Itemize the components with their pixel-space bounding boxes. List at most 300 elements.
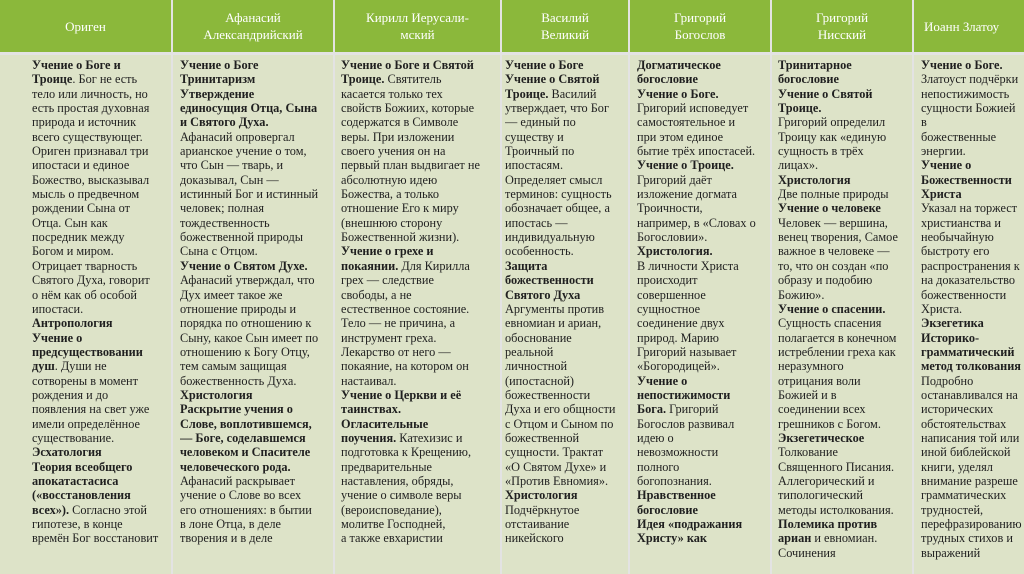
text-segment: книги, уделял bbox=[921, 459, 993, 474]
text-segment: Дух имеет такое же bbox=[180, 287, 283, 302]
text-line bbox=[505, 445, 627, 459]
text-line bbox=[505, 187, 627, 201]
text-segment: то, что он создан «по bbox=[778, 258, 889, 273]
text-line bbox=[637, 130, 769, 144]
text-line bbox=[637, 345, 769, 359]
text-segment: божественности bbox=[505, 387, 591, 402]
bold-segment: предсуществовании bbox=[32, 344, 143, 359]
text-segment: о нём как об особой bbox=[32, 287, 137, 302]
text-segment: происходит bbox=[637, 273, 698, 288]
text-line bbox=[341, 431, 499, 445]
text-segment: Богослов развивал bbox=[637, 416, 735, 431]
bold-segment: таинствах. bbox=[341, 402, 402, 417]
text-segment: исторических bbox=[921, 402, 994, 417]
text-segment: Святитель bbox=[384, 72, 442, 87]
text-line bbox=[341, 87, 499, 101]
text-segment: Божией и в bbox=[778, 387, 837, 402]
text-line bbox=[32, 388, 170, 402]
text-segment: останавливался на bbox=[921, 387, 1018, 402]
text-line bbox=[32, 273, 170, 287]
text-segment: Определяет смысл bbox=[505, 172, 603, 187]
text-segment: обстоятельствах bbox=[921, 416, 1007, 431]
text-segment: Лекарство от него — bbox=[341, 344, 451, 359]
text-segment: написания той или bbox=[921, 430, 1020, 445]
text-segment: соединении всех bbox=[778, 402, 866, 417]
text-line bbox=[778, 288, 911, 302]
text-line bbox=[505, 216, 627, 230]
text-segment: методы истолкования. bbox=[778, 502, 894, 517]
text-segment: человек; полная bbox=[180, 201, 264, 216]
text-line bbox=[637, 72, 769, 86]
text-segment: Григорий определил bbox=[778, 115, 886, 130]
text-segment: ипостасям. bbox=[505, 158, 564, 173]
text-line bbox=[505, 273, 627, 287]
column-divider bbox=[912, 0, 914, 574]
text-line bbox=[32, 460, 170, 474]
text-line bbox=[637, 388, 769, 402]
bold-segment: («восстановления bbox=[32, 488, 131, 503]
text-line bbox=[180, 331, 332, 345]
text-line bbox=[32, 173, 170, 187]
text-segment: отношение Его к миру bbox=[341, 201, 459, 216]
text-segment: на доказательство bbox=[921, 273, 1016, 288]
text-line bbox=[180, 302, 332, 316]
text-segment: Подробно bbox=[921, 373, 974, 388]
text-line bbox=[341, 316, 499, 330]
text-segment: сущностное bbox=[637, 301, 701, 316]
text-segment: Богом и миром. bbox=[32, 244, 114, 259]
text-line bbox=[778, 488, 911, 502]
text-segment: самостоятельное и bbox=[637, 115, 736, 130]
text-segment: рождении Сына от bbox=[32, 201, 130, 216]
bold-segment: божественности bbox=[505, 273, 594, 288]
text-segment: Священного Писания. bbox=[778, 459, 895, 474]
text-segment: истреблении греха как bbox=[778, 344, 896, 359]
text-segment: Григорий называет bbox=[637, 344, 737, 359]
text-segment: отношение природы и bbox=[180, 301, 297, 316]
text-line bbox=[180, 288, 332, 302]
text-segment: времён Бог восстановит bbox=[32, 531, 159, 546]
text-segment: Афанасий утверждал, что bbox=[180, 273, 315, 288]
text-line bbox=[180, 58, 332, 72]
text-line bbox=[921, 546, 1024, 560]
text-line bbox=[921, 173, 1024, 187]
bold-segment: Историко- bbox=[921, 330, 980, 345]
text-line bbox=[341, 158, 499, 172]
text-line bbox=[180, 460, 332, 474]
bold-segment: Учение о спасении. bbox=[778, 301, 886, 316]
bold-segment: Христа bbox=[921, 187, 962, 202]
text-segment: Толкование bbox=[778, 445, 838, 460]
text-line bbox=[505, 230, 627, 244]
text-line bbox=[921, 503, 1024, 517]
text-line bbox=[505, 517, 627, 531]
text-line bbox=[921, 431, 1024, 445]
text-segment: творения и в деле bbox=[180, 531, 273, 546]
text-segment: Златоуст подчёрки bbox=[921, 72, 1019, 87]
text-line bbox=[32, 402, 170, 416]
text-line bbox=[180, 216, 332, 230]
column-gregory-nyssa bbox=[778, 58, 911, 574]
text-line bbox=[341, 288, 499, 302]
text-segment: порядка по отношению к bbox=[180, 316, 312, 331]
bold-segment: Учение о человеке bbox=[778, 201, 881, 216]
text-line bbox=[32, 503, 170, 517]
bold-segment: Тринитаризм bbox=[180, 72, 256, 87]
text-line bbox=[32, 374, 170, 388]
header-origen: Ориген bbox=[65, 18, 106, 34]
text-line bbox=[32, 431, 170, 445]
text-segment: существу и bbox=[505, 129, 564, 144]
text-line bbox=[505, 288, 627, 302]
text-line bbox=[921, 316, 1024, 330]
text-segment: В личности Христа bbox=[637, 258, 739, 273]
bold-segment: Учение о Святой bbox=[778, 86, 873, 101]
text-line bbox=[921, 417, 1024, 431]
text-segment: Афанасий опровергал bbox=[180, 129, 295, 144]
text-segment: Катехизис и bbox=[396, 430, 463, 445]
text-segment: Божию». bbox=[778, 287, 825, 302]
text-segment: подготовка к Крещению, bbox=[341, 445, 472, 460]
text-line bbox=[341, 187, 499, 201]
text-line bbox=[341, 503, 499, 517]
text-segment: никейского bbox=[505, 531, 564, 546]
header-cyril: Кирилл Иерусали- мский bbox=[366, 10, 469, 42]
text-line bbox=[32, 331, 170, 345]
text-segment: имели определённое bbox=[32, 416, 141, 431]
text-segment: непостижимость bbox=[921, 86, 1010, 101]
text-segment: существование. bbox=[32, 430, 115, 445]
text-segment: доказывал, Сын — bbox=[180, 172, 279, 187]
bold-segment: Раскрытие учения о bbox=[180, 402, 293, 417]
text-line bbox=[32, 130, 170, 144]
bold-segment: Учение о Святом Духе. bbox=[180, 258, 308, 273]
text-segment: Аллегорический и bbox=[778, 473, 875, 488]
text-line bbox=[505, 460, 627, 474]
text-segment: идею о bbox=[637, 430, 674, 445]
text-segment: содержатся в Символе bbox=[341, 115, 459, 130]
text-segment: Афанасий раскрывает bbox=[180, 473, 295, 488]
text-line bbox=[505, 503, 627, 517]
text-segment: посредник между bbox=[32, 230, 125, 245]
bold-segment: Божественности bbox=[921, 172, 1012, 187]
text-line bbox=[778, 474, 911, 488]
text-line bbox=[180, 417, 332, 431]
text-line bbox=[921, 87, 1024, 101]
text-segment: мысль о предвечном bbox=[32, 187, 140, 202]
text-line bbox=[180, 345, 332, 359]
bold-segment: Христу» как bbox=[637, 531, 707, 546]
text-segment: появления на свет уже bbox=[32, 402, 150, 417]
text-line bbox=[505, 87, 627, 101]
text-segment: божественности bbox=[921, 287, 1007, 302]
text-line bbox=[180, 531, 332, 545]
bold-segment: Защита bbox=[505, 258, 548, 273]
text-segment: утверждает, что Бог bbox=[505, 101, 610, 116]
bold-segment: Учение о Церкви и её bbox=[341, 387, 462, 402]
text-segment: Две полные природы bbox=[778, 187, 889, 202]
bold-segment: Троице. bbox=[505, 86, 549, 101]
text-line bbox=[505, 417, 627, 431]
text-line bbox=[637, 431, 769, 445]
text-segment: энергии. bbox=[921, 144, 966, 159]
bold-segment: Учение о Боге. bbox=[921, 58, 1003, 72]
bold-segment: апокатастасиса bbox=[32, 473, 119, 488]
text-line bbox=[637, 359, 769, 373]
text-line bbox=[505, 144, 627, 158]
text-segment: Указал на торжест bbox=[921, 201, 1018, 216]
text-line bbox=[32, 87, 170, 101]
text-line bbox=[921, 244, 1024, 258]
text-line bbox=[778, 187, 911, 201]
text-line bbox=[505, 331, 627, 345]
text-segment: Василий bbox=[548, 86, 597, 101]
text-segment: неразумного bbox=[778, 359, 844, 374]
bold-segment: — Боге, соделавшемся bbox=[180, 430, 306, 445]
text-line bbox=[778, 517, 911, 531]
text-segment: Троичный по bbox=[505, 144, 575, 159]
text-segment: божественной bbox=[505, 430, 580, 445]
bold-segment: Учение о Святой bbox=[505, 72, 600, 87]
text-segment: перефразированию bbox=[921, 517, 1022, 531]
text-segment: Григорий bbox=[666, 402, 719, 417]
column-origen bbox=[32, 58, 170, 574]
text-line bbox=[341, 216, 499, 230]
text-line bbox=[341, 402, 499, 416]
text-line bbox=[778, 130, 911, 144]
text-segment: Богословии». bbox=[637, 230, 708, 245]
text-line bbox=[637, 144, 769, 158]
text-segment: индивидуальную bbox=[505, 230, 595, 245]
text-segment: Сына с Отцом. bbox=[180, 244, 258, 259]
text-line bbox=[637, 273, 769, 287]
bold-segment: Святого Духа bbox=[505, 287, 581, 302]
header-divider bbox=[0, 52, 1024, 55]
text-segment: христианства и bbox=[921, 215, 1001, 230]
text-line bbox=[778, 58, 911, 72]
text-line bbox=[180, 101, 332, 115]
text-line bbox=[505, 173, 627, 187]
text-line bbox=[921, 201, 1024, 215]
text-line bbox=[921, 72, 1024, 86]
text-segment: рождения и до bbox=[32, 387, 109, 402]
text-line bbox=[32, 230, 170, 244]
text-segment: совершенное bbox=[637, 287, 706, 302]
text-line bbox=[778, 201, 911, 215]
text-line bbox=[180, 173, 332, 187]
text-segment: свободы, а не bbox=[341, 287, 412, 302]
text-line bbox=[341, 201, 499, 215]
text-line bbox=[637, 187, 769, 201]
text-segment: абсолютную идею bbox=[341, 172, 438, 187]
text-segment: веры. При изложении bbox=[341, 129, 455, 144]
text-segment: «О Святом Духе» и bbox=[505, 459, 607, 474]
text-line bbox=[921, 374, 1024, 388]
text-line bbox=[778, 72, 911, 86]
text-segment: личностной bbox=[505, 359, 568, 374]
text-line bbox=[778, 374, 911, 388]
text-line bbox=[180, 431, 332, 445]
text-line bbox=[341, 244, 499, 258]
header-basil: Василий Великий bbox=[540, 10, 590, 42]
column-basil bbox=[505, 58, 627, 574]
text-line bbox=[921, 402, 1024, 416]
text-line bbox=[341, 488, 499, 502]
text-segment: ипостаси. bbox=[32, 301, 84, 316]
text-segment: важное в человеке — bbox=[778, 244, 890, 259]
column-divider bbox=[171, 0, 173, 574]
header-gregory-theologian: Григорий Богослов bbox=[673, 10, 727, 42]
text-line bbox=[505, 201, 627, 215]
text-line bbox=[505, 488, 627, 502]
text-line bbox=[921, 158, 1024, 172]
text-line bbox=[921, 101, 1024, 130]
text-line bbox=[180, 316, 332, 330]
bold-segment: Троице. bbox=[778, 101, 822, 116]
text-segment: лицах». bbox=[778, 158, 819, 173]
text-segment: учение о Слове во всех bbox=[180, 488, 302, 503]
text-line bbox=[778, 331, 911, 345]
text-segment: Подчёркнутое bbox=[505, 502, 580, 517]
text-line bbox=[637, 259, 769, 273]
text-line bbox=[505, 474, 627, 488]
text-line bbox=[341, 331, 499, 345]
text-segment: а также евхаристии bbox=[341, 531, 443, 546]
text-line bbox=[505, 431, 627, 445]
text-segment: всего существующег. bbox=[32, 129, 143, 144]
text-line bbox=[778, 273, 911, 287]
column-divider bbox=[628, 0, 630, 574]
bold-segment: грамматический bbox=[921, 344, 1015, 359]
text-line bbox=[637, 302, 769, 316]
text-segment: изложение догмата bbox=[637, 187, 738, 202]
text-line bbox=[778, 87, 911, 101]
text-line bbox=[778, 431, 911, 445]
text-line bbox=[180, 474, 332, 488]
text-line bbox=[341, 302, 499, 316]
text-segment: бытие трёх ипостасей. bbox=[637, 144, 756, 159]
header-chrysostom: Иоанн Златоу bbox=[924, 18, 1000, 34]
text-segment: есть простая духовная bbox=[32, 101, 150, 116]
text-line bbox=[921, 288, 1024, 302]
text-line bbox=[180, 201, 332, 215]
text-segment: типологический bbox=[778, 488, 863, 503]
text-line bbox=[778, 316, 911, 330]
text-segment: . Бог не есть bbox=[72, 72, 138, 87]
text-segment: особенность. bbox=[505, 244, 574, 259]
bold-segment: Христология bbox=[778, 172, 851, 187]
text-line bbox=[921, 230, 1024, 244]
text-segment: тело или личность, но bbox=[32, 86, 148, 101]
text-line bbox=[505, 101, 627, 115]
text-line bbox=[32, 187, 170, 201]
text-segment: трудностей, bbox=[921, 502, 984, 517]
text-segment: природа и источник bbox=[32, 115, 137, 130]
text-line bbox=[637, 488, 769, 502]
text-line bbox=[32, 259, 170, 273]
bold-segment: единосущия Отца, Сына bbox=[180, 101, 318, 116]
column-divider bbox=[500, 0, 502, 574]
bold-segment: Слове, воплотившемся, bbox=[180, 416, 312, 431]
bold-segment: всех»). bbox=[32, 502, 70, 517]
column-cyril bbox=[341, 58, 499, 574]
text-line bbox=[778, 259, 911, 273]
text-segment: грех — следствие bbox=[341, 273, 434, 288]
text-segment: Тело — не причина, а bbox=[341, 316, 456, 331]
text-segment: Аргументы против bbox=[505, 301, 605, 316]
text-line bbox=[637, 374, 769, 388]
text-line bbox=[637, 244, 769, 258]
text-segment: распространения к bbox=[921, 258, 1020, 273]
text-segment: тем самым защищая bbox=[180, 359, 287, 374]
text-segment: реальной bbox=[505, 344, 554, 359]
text-line bbox=[637, 474, 769, 488]
text-segment: обозначает общее, а bbox=[505, 201, 610, 216]
text-line bbox=[778, 101, 911, 115]
text-line bbox=[778, 230, 911, 244]
text-segment: предварительные bbox=[341, 459, 432, 474]
bold-segment: Учение о Троице. bbox=[637, 158, 734, 173]
bold-segment: Учение о Боге bbox=[505, 58, 584, 72]
bold-segment: богословие bbox=[637, 72, 698, 87]
text-line bbox=[180, 273, 332, 287]
text-line bbox=[921, 187, 1024, 201]
text-line bbox=[180, 359, 332, 373]
text-segment: венец творения, Самое bbox=[778, 230, 898, 245]
text-line bbox=[505, 316, 627, 330]
bold-segment: Троице bbox=[32, 72, 73, 87]
text-line bbox=[921, 345, 1024, 359]
text-segment: Сущность спасения bbox=[778, 316, 882, 331]
text-line bbox=[921, 388, 1024, 402]
bold-segment: и Святого Духа. bbox=[180, 115, 269, 130]
text-segment: отрицания воли bbox=[778, 373, 861, 388]
text-line bbox=[778, 531, 911, 560]
text-line bbox=[921, 259, 1024, 273]
text-segment: иной библейской bbox=[921, 445, 1011, 460]
text-segment: Григорий даёт bbox=[637, 172, 712, 187]
text-line bbox=[778, 388, 911, 402]
text-segment: инструмент греха. bbox=[341, 330, 437, 345]
text-segment: его отношениях: в бытии bbox=[180, 502, 312, 517]
text-line bbox=[341, 531, 499, 545]
text-segment: Троичности, bbox=[637, 201, 703, 216]
text-line bbox=[341, 144, 499, 158]
text-segment: Отрицает тварность bbox=[32, 258, 138, 273]
text-line bbox=[341, 58, 499, 72]
text-line bbox=[341, 273, 499, 287]
text-segment: сущности Божией в bbox=[921, 101, 1016, 130]
text-line bbox=[637, 445, 769, 459]
bold-segment: человеческого рода. bbox=[180, 459, 291, 474]
text-line bbox=[637, 115, 769, 129]
bold-segment: поучения. bbox=[341, 430, 397, 445]
text-line bbox=[778, 216, 911, 230]
text-segment: арианское учение о том, bbox=[180, 144, 307, 159]
text-line bbox=[921, 58, 1024, 72]
text-line bbox=[32, 72, 170, 86]
text-line bbox=[921, 488, 1024, 502]
text-line bbox=[637, 201, 769, 215]
text-line bbox=[32, 216, 170, 230]
text-line bbox=[180, 72, 332, 86]
text-line bbox=[341, 374, 499, 388]
text-line bbox=[32, 345, 170, 359]
bold-segment: Учение о Боге bbox=[180, 58, 259, 72]
text-line bbox=[180, 445, 332, 459]
header-athanasius: Афанасий Александрийский bbox=[203, 10, 303, 42]
text-segment: Отца. Сын как bbox=[32, 215, 108, 230]
